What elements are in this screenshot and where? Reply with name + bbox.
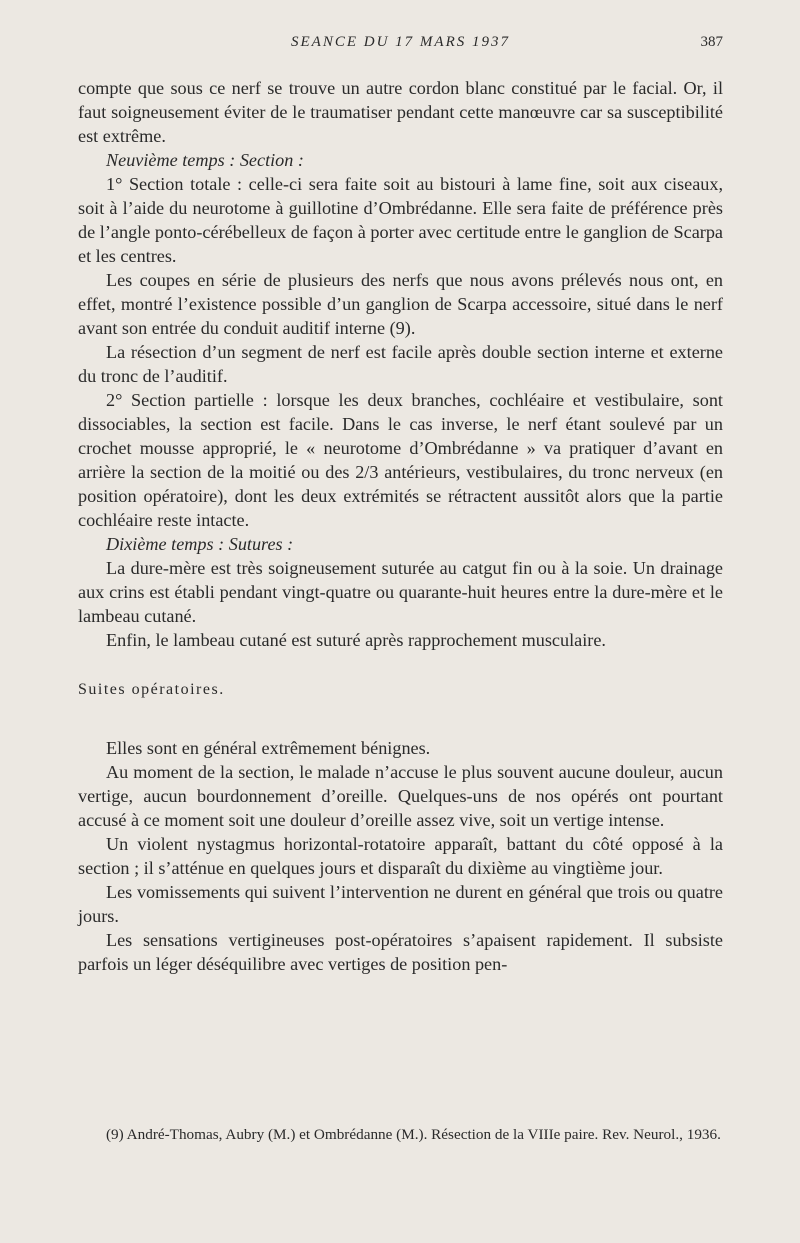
footnote-text: (9) André-Thomas, Aubry (M.) et Ombrédanne (M.). Résection de la VIIIe paire. Rev. Neurol., 1936. [106,1126,721,1143]
body-text [78,76,723,976]
paragraph: Au moment de la section, le malade n’accuse le plus souvent aucune douleur, aucun vertige, aucun bourdonnement d’oreille. Quelques-uns de nos opérés ont pourtant accusé à ce moment soit une douleur d’oreille assez vive, soit un vertige intense. [78,762,723,830]
paragraph: La résection d’un segment de nerf est facile après double section interne et externe du tronc de l’auditif. [78,342,723,386]
paragraph: Elles sont en général extrêmement bénignes. [106,738,431,758]
running-head: SEANCE DU 17 MARS 1937 [291,34,510,50]
paragraph: 2° Section partielle : lorsque les deux branches, cochléaire et vestibulaire, sont dissociables, la section est facile. Dans le cas inverse, le nerf étant soulevé par un crochet mousse approprié, le « neurotome d’Ombrédanne » va pratiquer d’avant en arrière la section de la moitié ou des 2/3 antérieurs, vestibulaires, du tronc nerveux (en position opératoire), dont les deux extrémités se rétractent aussitôt alors que la partie cochléaire reste intacte. [78,390,723,530]
paragraph: La dure-mère est très soigneusement suturée au catgut fin ou à la soie. Un drainage aux crins est établi pendant vingt-quatre ou quarante-huit heures entre la dure-mère et le lambeau cutané. [78,558,723,626]
paragraph: compte que sous ce nerf se trouve un autre cordon blanc constitué par le facial. Or, il faut soigneusement éviter de le traumatiser pendant cette manœuvre car sa susceptibilité est extrême. [78,78,723,146]
paragraph: Un violent nystagmus horizontal-rotatoire apparaît, battant du côté opposé à la section ; il s’atténue en quelques jours et disparaît du dixième au vingtième jour. [78,834,723,878]
paragraph: Enfin, le lambeau cutané est suturé après rapprochement musculaire. [106,630,606,650]
footnote [78,1126,723,1144]
paragraph: 1° Section totale : celle-ci sera faite soit au bistouri à lame fine, soit aux ciseaux, soit à l’aide du neurotome à guillotine d’Ombrédanne. Elle sera faite de préférence près de l’angle ponto-cérébelleux de façon à porter avec certitude entre le ganglion de Scarpa et les centres. [78,174,723,266]
paragraph: Dixième temps : Sutures : [106,534,294,554]
page-number: 387 [700,34,723,50]
paragraph: Neuvième temps : Section : [106,150,304,170]
page-header [78,34,723,58]
section-heading: Suites opératoires. [78,681,225,698]
paragraph: Les coupes en série de plusieurs des nerfs que nous avons prélevés nous ont, en effet, montré l’existence possible d’un ganglion de Scarpa accessoire, situé dans le nerf avant son entrée du conduit auditif interne (9). [78,270,723,338]
paragraph: Les vomissements qui suivent l’intervention ne durent en général que trois ou quatre jours. [78,882,723,926]
paragraph: Les sensations vertigineuses post-opératoires s’apaisent rapidement. Il subsiste parfois un léger déséquilibre avec vertiges de position pen- [78,930,723,974]
